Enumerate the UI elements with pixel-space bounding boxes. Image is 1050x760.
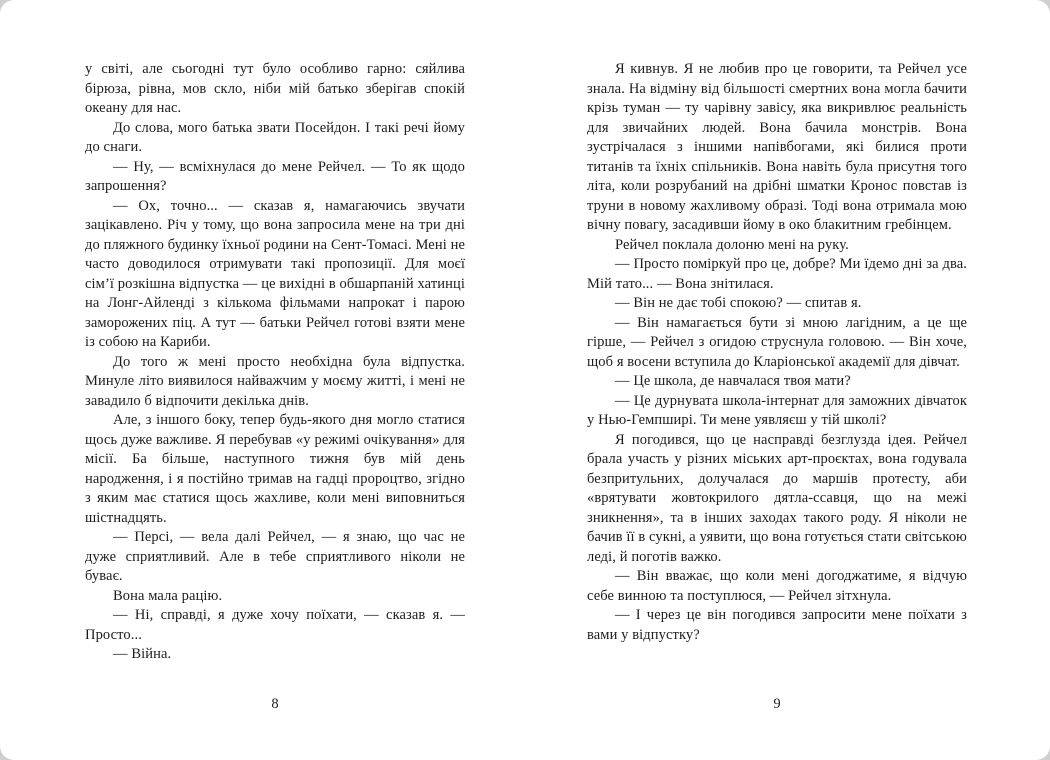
paragraph: — Персі, — вела далі Рейчел, — я знаю, що час не дуже сприятливий. Але в тебе сприятливого ніколи не буває.: [85, 529, 465, 584]
paragraph: — Він не дає тобі спокою? — спитав я.: [615, 295, 862, 311]
paragraph: — І через це він погодився запросити мене поїхати з вами у відпустку?: [587, 607, 967, 643]
page-number: 9: [773, 696, 781, 712]
paragraph: Я погодився, що це насправді безглузда ідея. Рейчел брала участь у різних міських арт-проєктах, вона годувала безпритульних, долучалася до маршів протесту, аби «врятувати жовтокрилого дятла-ссавця, що на межі зникнення», та в інших заходах такого роду. Я ніколи не бачив її в сукні, а уявити, що вона готується стати світською леді, й поготів важко.: [587, 431, 967, 565]
paragraph: — Ні, справді, я дуже хочу поїхати, — сказав я. — Просто...: [85, 607, 465, 643]
page-number: 8: [271, 696, 279, 712]
paragraph: Я кивнув. Я не любив про це говорити, та Рейчел усе знала. На відміну від більшості смертних вона могла бачити крізь туман — ту чарівну завісу, яка викривлює реальність для звичайних людей. Вона бачила монстрів. Вона зустрічалася з іншими напівбогами, які билися проти титанів та їхніх спільників. Вона навіть була присутня того літа, коли розрубаний на дрібні шматки Кронос повстав із труни в новому жахливому образі. Тоді вона отримала мою вічну повагу, засадивши йому в око блакитним гребінцем.: [587, 61, 967, 233]
paragraph: — Він вважає, що коли мені догоджатиме, я відчую себе винною та поступлюся, — Рейчел зітхнула.: [587, 568, 967, 604]
paragraph: — Ну, — всміхнулася до мене Рейчел. — То як щодо запрошення?: [85, 158, 465, 194]
paragraph: — Він намагається бути зі мною лагідним, а це ще гірше, — Рейчел з огидою струснула головою. — Він хоче, щоб я восени вступила до Кларіонської академії для дівчат.: [587, 314, 967, 370]
paragraph: — Це дурнувата школа-інтернат для заможних дівчаток у Нью-Гемпширі. Ти мене уявляєш у тій школі?: [587, 392, 967, 428]
book-page-right: [587, 60, 967, 645]
paragraph: — Ох, точно... — сказав я, намагаючись звучати зацікавлено. Річ у тому, що вона запросила мене на три дні до пляжного будинку їхньої родини на Сент-Томасі. Мені не часто доводилося отримувати такі пропозиції. Для моєї сім’ї розкішна відпустка — це вихідні в обшарпаній хатинці на Лонг-Айленді з кількома фільмами напрокат і парою заморожених піц. А тут — батьки Рейчел готові взяти мене із собою на Кариби.: [85, 197, 465, 350]
book-page-left: [85, 60, 465, 665]
paragraph: До слова, мого батька звати Посейдон. І такі речі йому до снаги.: [85, 119, 465, 155]
paragraph: — Це школа, де навчалася твоя мати?: [615, 373, 851, 389]
paragraph: — Просто поміркуй про це, добре? Ми їдемо дні за два. Мій тато... — Вона знітилася.: [587, 256, 967, 292]
paragraph: Вона мала рацію.: [113, 587, 223, 604]
paragraph: — Війна.: [113, 646, 172, 662]
paragraph: До того ж мені просто необхідна була відпустка. Минуле літо виявилося найважчим у моєму житті, і мені не завадило б відпочити декілька днів.: [85, 353, 465, 409]
paragraph: Рейчел поклала долоню мені на руку.: [615, 236, 849, 253]
paragraph: Але, з іншого боку, тепер будь-якого дня могло статися щось дуже важливе. Я перебував «у режимі очікування» для місії. Ба більше, наступного тижня був мій день народження, і я постійно тримав на гадці пророцтво, згідно з яким має статися щось жахливе, коли мені виповниться шістнадцять.: [85, 412, 465, 526]
paragraph: у світі, але сьогодні тут було особливо гарно: сяйлива бірюза, рівна, мов скло, ніби мій батько зберігав спокій океану для нас.: [85, 61, 465, 116]
